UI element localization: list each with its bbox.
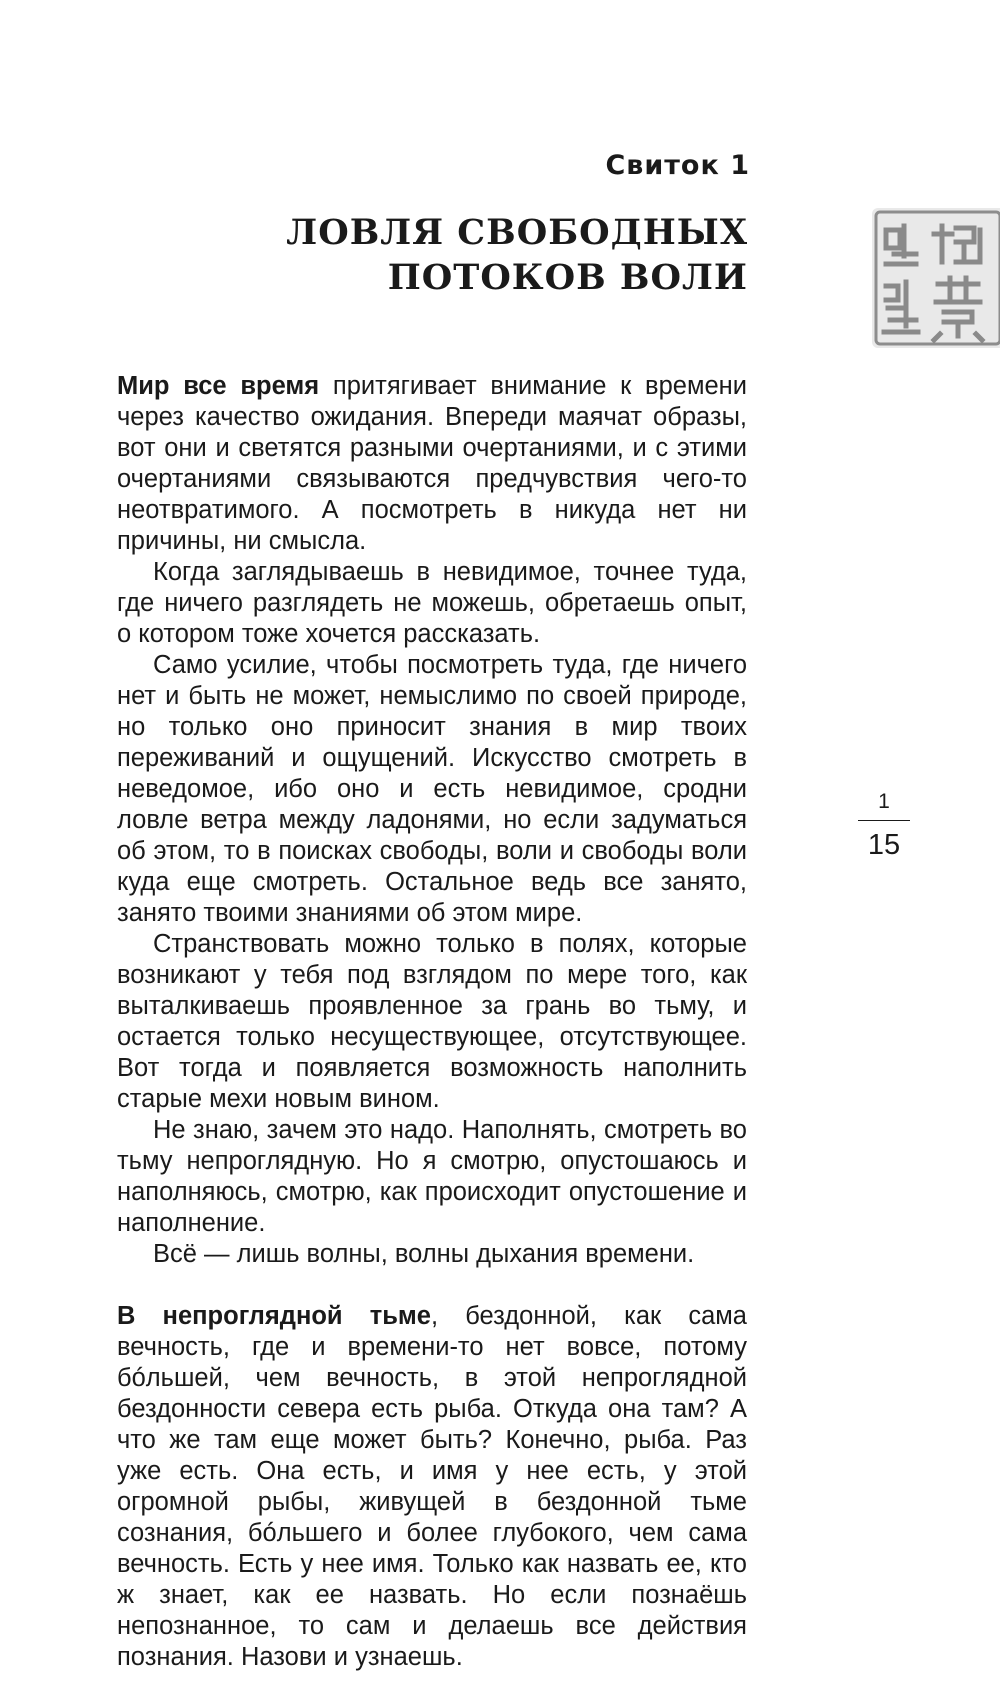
chapter-number: 1 [878, 790, 890, 813]
paragraph: Не знаю, зачем это надо. Наполнять, смотреть во тьму непроглядную. Но я смотрю, опустошаюсь и наполняюсь, смотрю, как происходит опустошение и наполнение. [117, 1116, 747, 1237]
chapter-title-line-2: ПОТОКОВ ВОЛИ [387, 257, 748, 298]
folio-divider [858, 820, 910, 821]
page-number: 15 [867, 829, 901, 861]
chapter-title [286, 210, 748, 300]
paragraph: Странствовать можно только в полях, которые возникают у тебя под взглядом по мере того, как выталкиваешь проявленное за грань во тьму, и остается только несуществующее, отсутствующее. Вот тогда и появляется возможность наполнить старые мехи новым вином. [117, 930, 747, 1113]
main-text [117, 371, 747, 1673]
paragraph: Само усилие, чтобы посмотреть туда, где ничего нет и быть не может, немыслимо по своей природе, но только оно приносит знания в мир твоих переживаний и ощущений. Искусство смотреть в неведомое, ибо оно и есть невидимое, сродни ловле ветра между ладонями, но если задуматься об этом, то в поисках свободы, воли и свободы воли куда еще смотреть. Остальное ведь все занято, занято твоими знаниями об этом мире. [117, 651, 747, 927]
paragraph: Мир все время притягивает внимание к времени через качество ожидания. Впереди маячат образы, вот они и светятся разными очертаниями, и с этими очертаниями связываются предчувствия чего-то неотвратимого. А посмотреть в никуда нет ни причины, ни смысла. [117, 372, 747, 555]
page-folio [858, 790, 910, 861]
paragraph: Когда заглядываешь в невидимое, точнее туда, где ничего разглядеть не можешь, обретаешь опыт, о котором тоже хочется рассказать. [117, 558, 747, 648]
chapter-title-line-1: ЛОВЛЯ СВОБОДНЫХ [286, 212, 748, 253]
lead-phrase: Мир все время [117, 372, 320, 400]
seal-stamp-icon [872, 208, 1000, 348]
paragraph: Всё — лишь волны, волны дыхания времени. [153, 1240, 695, 1268]
seal-glyphs-icon [872, 208, 1000, 348]
lead-phrase: В непроглядной тьме [117, 1302, 431, 1330]
paragraph: В непроглядной тьме, бездонной, как сама вечность, где и времени-то нет вовсе, потому бóльшей, чем вечность, в этой непроглядной бездонности севера есть рыба. Откуда она там? А что же там еще может быть? Конечно, рыба. Раз уже есть. Она есть, и имя у нее есть, у этой огромной рыбы, живущей в бездонной тьме сознания, бóльшего и более глубокого, чем сама вечность. Есть у нее имя. Только как назвать ее, кто ж знает, как ее назвать. Но если познаёшь непознанное, то сам и делаешь все действия познания. Назови и узнаешь. [117, 1302, 747, 1671]
scroll-label: Свиток 1 [605, 150, 750, 181]
